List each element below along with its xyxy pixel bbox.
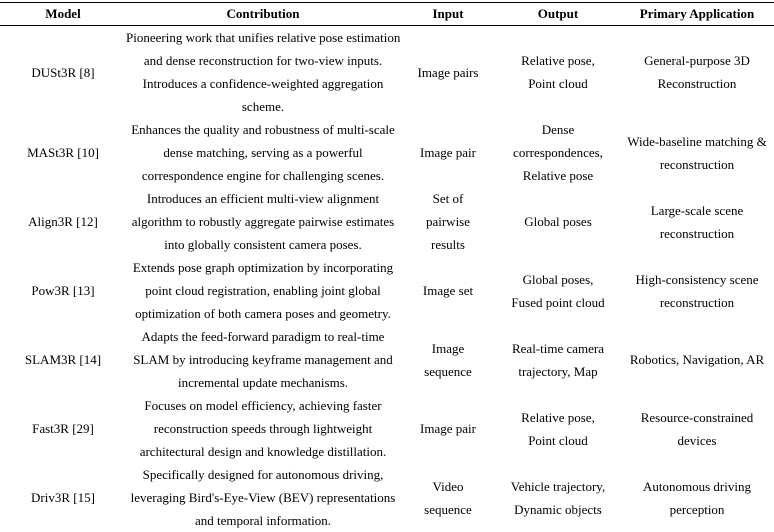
application-cell [620, 118, 774, 187]
application-cell [620, 256, 774, 325]
contribution-line: Adapts the feed-forward paradigm to real-time [126, 325, 400, 348]
input-line: Image set [400, 279, 496, 302]
contribution-cell [126, 118, 400, 187]
contribution-cell [126, 187, 400, 256]
contribution-line: Introduces a confidence-weighted aggregation [126, 72, 400, 95]
model-cell: MASt3R [10] [0, 118, 126, 187]
output-cell [496, 325, 620, 394]
table-row [0, 118, 774, 187]
output-line: Point cloud [496, 429, 620, 452]
output-line: Dynamic objects [496, 498, 620, 521]
application-line: reconstruction [620, 222, 774, 245]
contribution-line: Specifically designed for autonomous driving, [126, 463, 400, 486]
contribution-line: leveraging Bird's-Eye-View (BEV) representations [126, 486, 400, 509]
header-output: Output [496, 3, 620, 26]
contribution-line: architectural design and knowledge distillation. [126, 440, 400, 463]
input-cell [400, 463, 496, 532]
input-line: Video [400, 475, 496, 498]
table-row [0, 26, 774, 119]
input-cell [400, 256, 496, 325]
output-line: Fused point cloud [496, 291, 620, 314]
application-cell [620, 325, 774, 394]
contribution-cell [126, 463, 400, 532]
output-cell [496, 187, 620, 256]
model-cell: Fast3R [29] [0, 394, 126, 463]
header-contribution: Contribution [126, 3, 400, 26]
contribution-line: Enhances the quality and robustness of multi-scale [126, 118, 400, 141]
input-line: pairwise [400, 210, 496, 233]
table-row [0, 463, 774, 532]
header-model: Model [0, 3, 126, 26]
contribution-line: Pioneering work that unifies relative pose estimation [126, 26, 400, 49]
contribution-cell [126, 394, 400, 463]
input-line: Image [400, 337, 496, 360]
contribution-line: point cloud registration, enabling joint global [126, 279, 400, 302]
application-line: Wide-baseline matching & [620, 130, 774, 153]
model-cell: Driv3R [15] [0, 463, 126, 532]
header-input: Input [400, 3, 496, 26]
output-line: Relative pose, [496, 406, 620, 429]
contribution-line: incremental update mechanisms. [126, 371, 400, 394]
input-line: sequence [400, 498, 496, 521]
contribution-line: dense matching, serving as a powerful [126, 141, 400, 164]
output-line: Real-time camera [496, 337, 620, 360]
model-cell: DUSt3R [8] [0, 26, 126, 119]
application-line: devices [620, 429, 774, 452]
application-cell [620, 187, 774, 256]
table-body [0, 26, 774, 532]
input-cell [400, 118, 496, 187]
table-row [0, 187, 774, 256]
input-line: results [400, 233, 496, 256]
input-line: Image pair [400, 417, 496, 440]
table-row [0, 394, 774, 463]
contribution-line: Introduces an efficient multi-view alignment [126, 187, 400, 210]
output-cell [496, 118, 620, 187]
output-line: correspondences, [496, 141, 620, 164]
contribution-line: Extends pose graph optimization by incorporating [126, 256, 400, 279]
input-cell [400, 394, 496, 463]
output-line: Vehicle trajectory, [496, 475, 620, 498]
model-cell: SLAM3R [14] [0, 325, 126, 394]
models-comparison-table [0, 2, 774, 532]
application-line: reconstruction [620, 291, 774, 314]
input-cell [400, 26, 496, 119]
contribution-line: scheme. [126, 95, 400, 118]
output-line: trajectory, Map [496, 360, 620, 383]
table-row [0, 256, 774, 325]
input-line: Image pair [400, 141, 496, 164]
table-row [0, 325, 774, 394]
output-line: Point cloud [496, 72, 620, 95]
output-cell [496, 256, 620, 325]
contribution-line: correspondence engine for challenging scenes. [126, 164, 400, 187]
application-line: Large-scale scene [620, 199, 774, 222]
contribution-line: algorithm to robustly aggregate pairwise estimates [126, 210, 400, 233]
model-cell: Align3R [12] [0, 187, 126, 256]
output-line: Relative pose [496, 164, 620, 187]
output-cell [496, 394, 620, 463]
output-line: Dense [496, 118, 620, 141]
contribution-line: SLAM by introducing keyframe management and [126, 348, 400, 371]
application-cell [620, 394, 774, 463]
contribution-line: into globally consistent camera poses. [126, 233, 400, 256]
application-line: Reconstruction [620, 72, 774, 95]
application-line: General-purpose 3D [620, 49, 774, 72]
contribution-line: reconstruction speeds through lightweight [126, 417, 400, 440]
input-line: Image pairs [400, 61, 496, 84]
output-cell [496, 26, 620, 119]
application-line: High-consistency scene [620, 268, 774, 291]
model-cell: Pow3R [13] [0, 256, 126, 325]
output-cell [496, 463, 620, 532]
contribution-cell [126, 325, 400, 394]
application-line: Robotics, Navigation, AR [620, 348, 774, 371]
input-cell [400, 325, 496, 394]
application-line: Resource-constrained [620, 406, 774, 429]
application-line: Autonomous driving [620, 475, 774, 498]
input-cell [400, 187, 496, 256]
output-line: Global poses, [496, 268, 620, 291]
output-line: Global poses [496, 210, 620, 233]
input-line: sequence [400, 360, 496, 383]
application-cell [620, 26, 774, 119]
output-line: Relative pose, [496, 49, 620, 72]
contribution-cell [126, 256, 400, 325]
input-line: Set of [400, 187, 496, 210]
application-line: reconstruction [620, 153, 774, 176]
contribution-line: Focuses on model efficiency, achieving faster [126, 394, 400, 417]
header-primary-application: Primary Application [620, 3, 774, 26]
header-row [0, 3, 774, 26]
application-cell [620, 463, 774, 532]
contribution-line: and dense reconstruction for two-view inputs. [126, 49, 400, 72]
contribution-line: and temporal information. [126, 509, 400, 532]
contribution-line: optimization of both camera poses and geometry. [126, 302, 400, 325]
contribution-cell [126, 26, 400, 119]
application-line: perception [620, 498, 774, 521]
